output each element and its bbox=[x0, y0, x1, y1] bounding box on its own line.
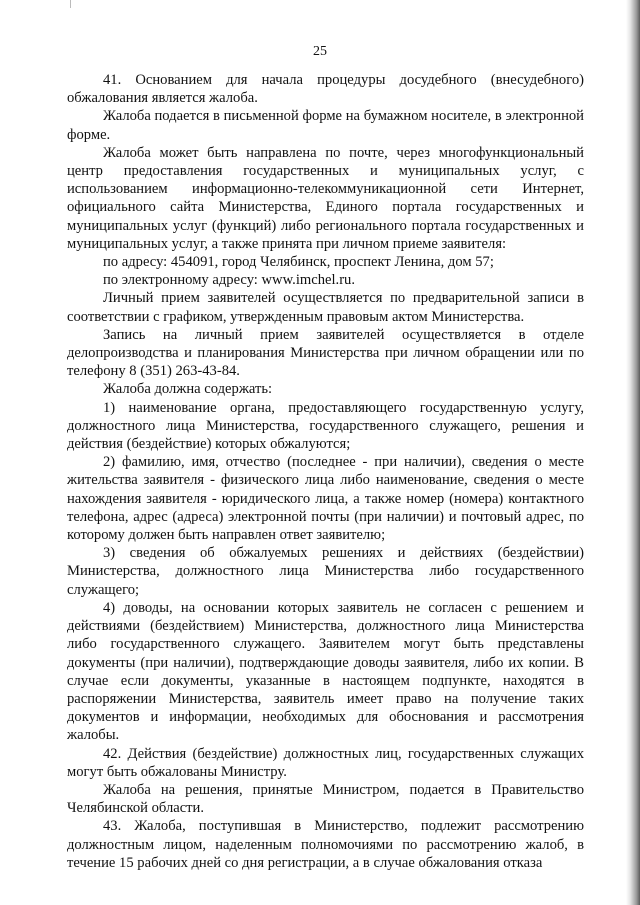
scan-shadow-edge bbox=[626, 0, 640, 905]
paragraph-complaint-contents: Жалоба должна содержать: bbox=[103, 381, 273, 398]
paragraph-43: 43. Жалоба, поступившая в Министерство, подлежит рассмотрению должностным лицом, наделенным полномочиями по рассмотрению жалоб, в течение 15 рабочих дней со дня регистрации, а в случае обжалования отказа bbox=[67, 818, 584, 871]
paragraph-email-address: по электронному адресу: www.imchel.ru. bbox=[103, 272, 355, 289]
list-item-2: 2) фамилию, имя, отчество (последнее - при наличии), сведения о месте жительства заявителя - физического лица либо наименование, сведения о месте нахождения заявителя - юридического лица, а также номер (номера) контактного телефона, адрес (адреса) электронной почты (при наличии) и почтовый адрес, по которому должен быть направлен ответ заявителю; bbox=[67, 454, 584, 544]
paragraph-41: 41. Основанием для начала процедуры досудебного (внесудебного) обжалования является жалоба. bbox=[67, 72, 584, 107]
document-body bbox=[67, 71, 584, 872]
paragraph-42: 42. Действия (бездействие) должностных лиц, государственных служащих могут быть обжалованы Министру. bbox=[67, 745, 584, 780]
paragraph-complaint-form: Жалоба подается в письменной форме на бумажном носителе, в электронной форме. bbox=[67, 108, 584, 143]
list-item-4: 4) доводы, на основании которых заявитель не согласен с решением и действиями (бездействием) Министерства, должностного лица Министерства либо государственного служащего. Заявителем могут быть представлены документы (при наличии), подтверждающие доводы заявителя, либо их копии. В случае если документы, указанные в настоящем подпункте, находятся в распоряжении Министерства, заявитель имеет право на получение таких документов и информации, необходимых для обоснования и рассмотрения жалобы. bbox=[67, 599, 584, 744]
paragraph-reception-booking: Запись на личный прием заявителей осуществляется в отделе делопроизводства и планирования Министерства при личном обращении или по телефону 8 (351) 263-43-84. bbox=[67, 326, 584, 380]
paragraph-postal-address: по адресу: 454091, город Челябинск, проспект Ленина, дом 57; bbox=[103, 254, 494, 271]
list-item-3: 3) сведения об обжалуемых решениях и действиях (бездействии) Министерства, должностного лица Министерства либо государственного служащего; bbox=[67, 545, 584, 598]
page-number: 25 bbox=[313, 44, 327, 59]
paragraph-minister-decisions: Жалоба на решения, принятые Министром, подается в Правительство Челябинской области. bbox=[67, 781, 584, 817]
list-item-1: 1) наименование органа, предоставляющего государственную услугу, должностного лица Министерства, государственного служащего, решения и действия (бездействие) которых обжалуются; bbox=[67, 399, 584, 453]
paragraph-complaint-channels: Жалоба может быть направлена по почте, через многофункциональный центр предоставления государственных и муниципальных услуг, с использованием информационно-телекоммуникационной сети Интернет, официального сайта Министерства, Единого портала государственных и муниципальных услуг (функций) либо регионального портала государственных и муниципальных услуг, а также принята при личном приеме заявителя: bbox=[67, 144, 584, 252]
paragraph-personal-reception: Личный прием заявителей осуществляется по предварительной записи в соответствии с графиком, утвержденным правовым актом Министерства. bbox=[67, 290, 584, 325]
scan-mark bbox=[70, 0, 71, 8]
